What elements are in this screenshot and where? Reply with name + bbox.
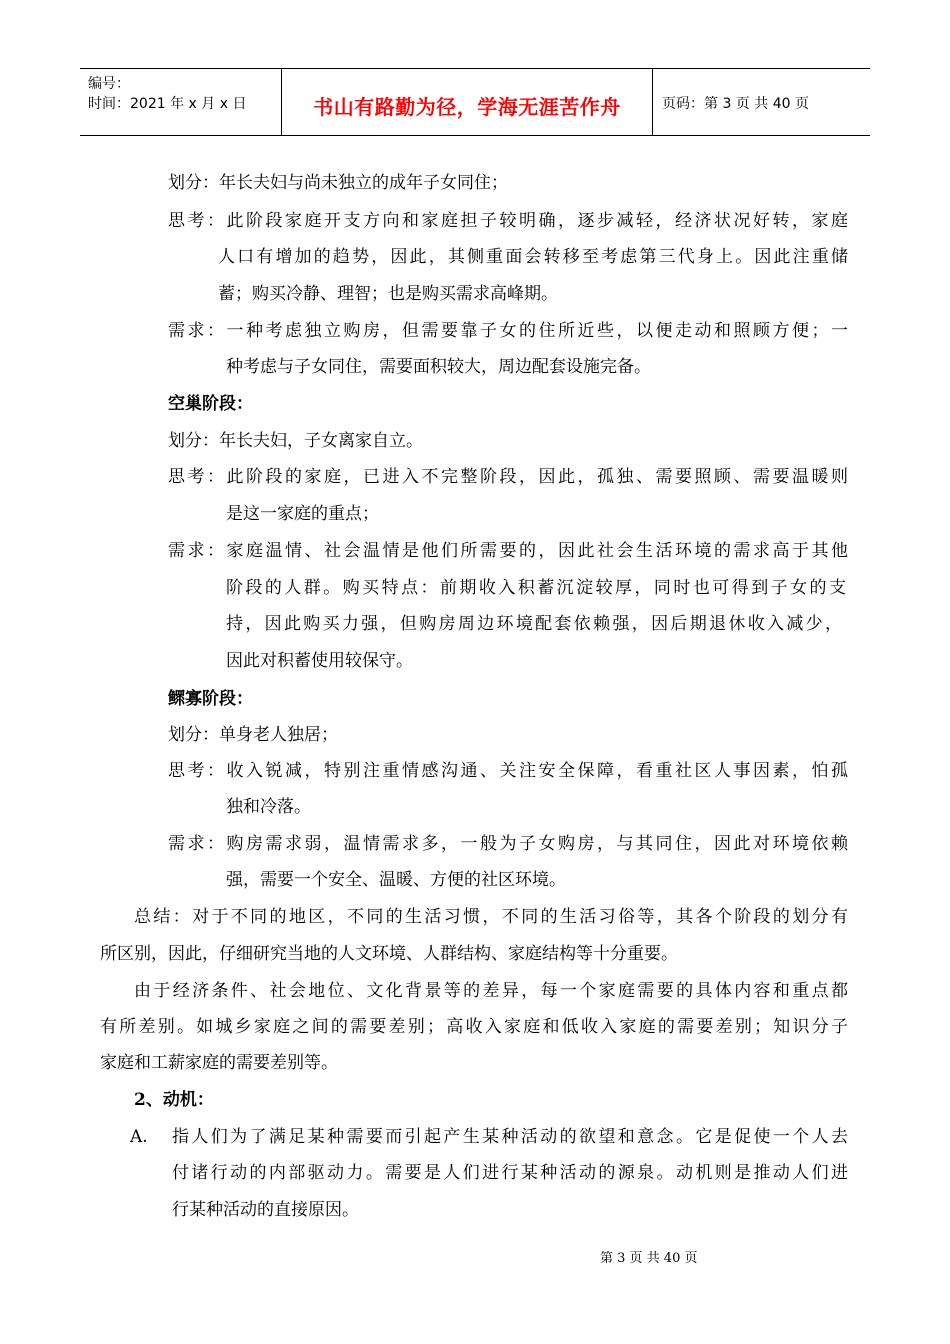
- doc-number-label: 编号：: [88, 76, 130, 92]
- list-marker: A.: [130, 1127, 148, 1147]
- text-line: 家庭和工薪家庭的需要差别等。: [100, 1053, 338, 1073]
- text-line: 总结：对于不同的地区，不同的生活习惯，不同的生活习俗等，其各个阶段的划分有: [134, 907, 848, 927]
- text-line: 划分：单身老人独居；: [168, 725, 338, 745]
- text-line: 付诸行动的内部驱动力。需要是人们进行某种活动的源泉。动机则是推动人们进: [172, 1163, 848, 1183]
- text-line: 阶段的人群。购买特点：前期收入积蓄沉淀较厚，同时也可得到子女的支: [226, 578, 846, 598]
- text-line: 种考虑与子女同住，需要面积较大，周边配套设施完备。: [226, 357, 651, 377]
- text-line: 独和冷落。: [226, 797, 311, 817]
- text-line: 所区别，因此，仔细研究当地的人文环境、人群结构、家庭结构等十分重要。: [100, 944, 678, 964]
- doc-date-label: 时间：2021 年 x 月 x 日: [88, 96, 247, 112]
- section-heading-motive: 2、动机：: [134, 1090, 214, 1110]
- text-line: 蓄；购买冷静、理智；也是购买需求高峰期。: [218, 284, 558, 304]
- text-line: 人口有增加的趋势，因此，其侧重面会转移至考虑第三代身上。因此注重储: [218, 247, 848, 267]
- section-heading-widowed: 鳏寡阶段：: [168, 689, 253, 709]
- text-line: 思考：此阶段的家庭，已进入不完整阶段，因此，孤独、需要照顾、需要温暖则: [168, 467, 848, 487]
- text-line: 强，需要一个安全、温暖、方便的社区环境。: [226, 870, 566, 890]
- text-line: 行某种活动的直接原因。: [172, 1200, 359, 1220]
- page-footer: 第 3 页 共 40 页: [600, 1251, 698, 1266]
- text-line: 因此对积蓄使用较保守。: [226, 651, 413, 671]
- text-line: 持，因此购买力强，但购房周边环境配套依赖强，因后期退休收入减少，: [226, 614, 842, 634]
- header-motto-cell: [282, 69, 653, 135]
- text-line: 需求：一种考虑独立购房，但需要靠子女的住所近些，以便走动和照顾方便；一: [168, 321, 848, 341]
- page-header: [80, 68, 870, 136]
- text-line: 是这一家庭的重点；: [226, 504, 379, 524]
- text-line: 思考：此阶段家庭开支方向和家庭担子较明确，逐步减轻，经济状况好转，家庭: [168, 211, 848, 231]
- text-line: 划分：年长夫妇，子女离家自立。: [168, 431, 423, 451]
- text-line: 需求：购房需求弱，温情需求多，一般为子女购房，与其同住，因此对环境依赖: [168, 834, 848, 854]
- header-meta-cell: [80, 69, 282, 135]
- text-line: 指人们为了满足某种需要而引起产生某种活动的欲望和意念。它是促使一个人去: [172, 1127, 848, 1147]
- header-motto: 书山有路勤为径，学海无涯苦作舟: [313, 95, 621, 119]
- header-page-info: 页码：第 3 页 共 40 页: [662, 96, 809, 112]
- text-line: 需求：家庭温情、社会温情是他们所需要的，因此社会生活环境的需求高于其他: [168, 541, 848, 561]
- text-line: 划分：年长夫妇与尚未独立的成年子女同住；: [168, 173, 508, 193]
- section-heading-empty-nest: 空巢阶段：: [168, 394, 253, 414]
- text-line: 由于经济条件、社会地位、文化背景等的差异，每一个家庭需要的具体内容和重点都: [134, 981, 848, 1001]
- text-line: 思考：收入锐减，特别注重情感沟通、关注安全保障，看重社区人事因素，怕孤: [168, 761, 848, 781]
- text-line: 有所差别。如城乡家庭之间的需要差别；高收入家庭和低收入家庭的需要差别；知识分子: [100, 1017, 848, 1037]
- header-page-cell: [652, 69, 870, 135]
